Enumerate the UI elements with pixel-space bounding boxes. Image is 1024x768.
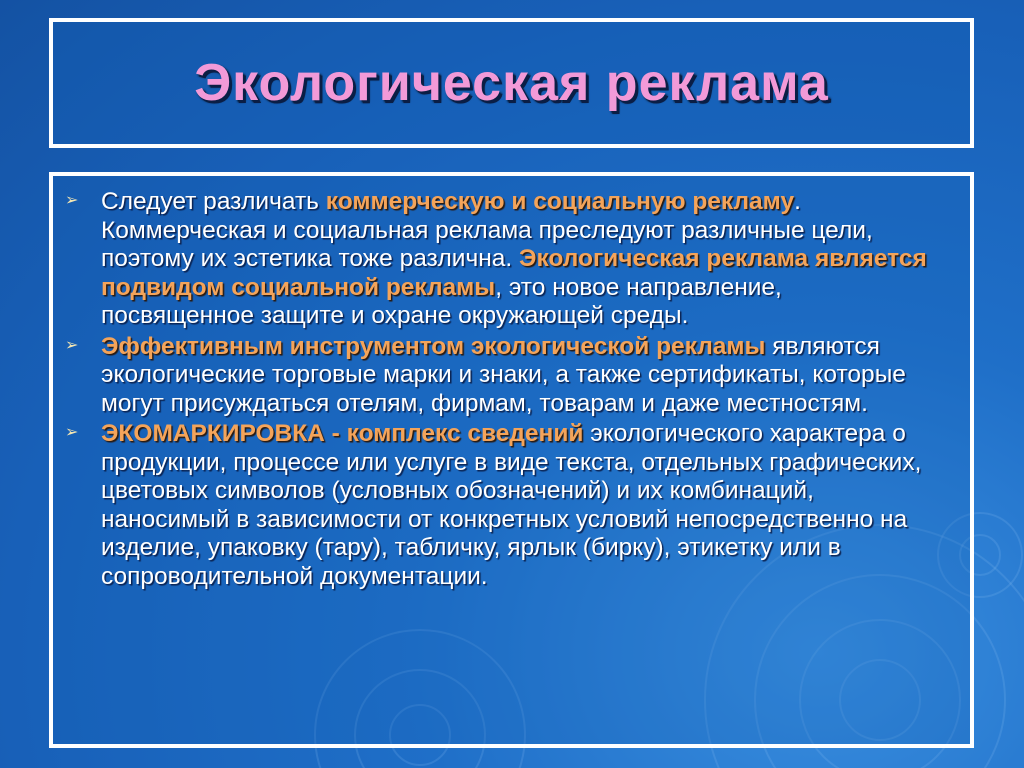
text-segment: являются экологические торговые марки и знаки, а также сертификаты, которые могут присуждаться отелям, фирмам, товарам и даже местностям. [101, 332, 906, 417]
bullet-text [101, 420, 931, 591]
text-segment: . Коммерческая и социальная реклама преследуют различные цели, поэтому их эстетика тоже различна. [101, 188, 873, 272]
highlighted-phrase: ЭКОМАРКИРОВКА - комплекс сведений [101, 420, 584, 447]
chevron-right-icon: ➢ [65, 190, 79, 209]
bullet-text [101, 333, 931, 419]
bullet-item [53, 333, 970, 419]
text-segment: экологического характера о продукции, процессе или услуге в виде текста, отдельных графических, цветовых символов (условных обозначений) и их комбинаций, наносимый в зависимости от конкретных условий непосредственно на изделие, упаковку (тару), табличку, ярлык (бирку), этикетку или в сопроводительной документации. [101, 420, 922, 590]
highlighted-phrase: Экологическая реклама является подвидом социальной рекламы [101, 245, 927, 301]
chevron-right-icon: ➢ [65, 422, 79, 441]
highlighted-phrase: коммерческую и социальную рекламу [325, 188, 795, 215]
bullet-item [53, 188, 970, 331]
bullet-list [53, 188, 970, 593]
text-segment: , это новое направление, посвященное защите и охране окружающей среды. [101, 273, 782, 329]
content-frame [49, 172, 974, 748]
slide-title: Экологическая реклама [194, 54, 829, 112]
title-frame [49, 18, 974, 148]
bullet-item [53, 420, 970, 591]
bullet-text [101, 188, 931, 331]
highlighted-phrase: Эффективным инструментом экологической рекламы [101, 332, 766, 360]
chevron-right-icon: ➢ [65, 334, 79, 354]
text-segment: Следует различать [101, 188, 326, 215]
